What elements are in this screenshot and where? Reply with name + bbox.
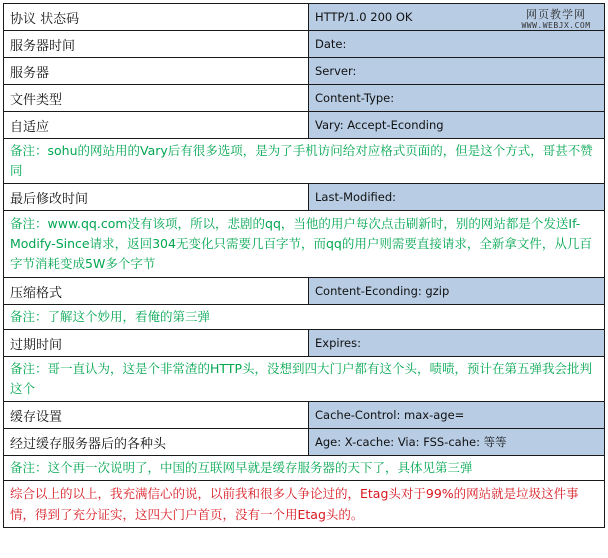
row-value-cache-settings: Cache-Control: max-age= xyxy=(309,402,605,429)
row-value-adaptive: Vary: Accept-Econding xyxy=(309,112,605,139)
table-row-note-cache xyxy=(4,456,605,481)
table-row-adaptive xyxy=(4,112,605,139)
table-row-compression xyxy=(4,278,605,305)
site-watermark xyxy=(512,9,600,31)
row-value-cache-headers: Age: X-cache: Via: FSS-cahe: 等等 xyxy=(309,429,605,456)
note-compression: 备注：了解这个妙用，看俺的第三弹 xyxy=(4,305,605,330)
row-label-adaptive: 自适应 xyxy=(4,112,309,139)
row-value-server: Server: xyxy=(309,58,605,85)
note-last-modified: 备注：www.qq.com没有该项，所以，悲剧的qq，当他的用户每次点击刷新时，别的网站都是个发送If-Modify-Since请求，返回304无变化只需要几百字节，而qq的用户则需要直接请求，全新拿文件，从几百字节消耗变成5W多个字节 xyxy=(4,211,605,278)
table-row-note-vary xyxy=(4,139,605,184)
table-row-note-compression xyxy=(4,305,605,330)
row-label-protocol: 协议 状态码 xyxy=(4,4,309,31)
row-value-last-modified: Last-Modified: xyxy=(309,184,605,211)
row-value-expires: Expires: xyxy=(309,330,605,357)
row-label-server: 服务器 xyxy=(4,58,309,85)
note-vary: 备注：sohu的网站用的Vary后有很多选项，是为了手机访问给对应格式页面的，但是这个方式，哥甚不赞同 xyxy=(4,139,605,184)
row-label-last-modified: 最后修改时间 xyxy=(4,184,309,211)
row-label-server-time: 服务器时间 xyxy=(4,31,309,58)
watermark-url: WWW.WEBJX.COM xyxy=(521,21,591,30)
row-label-file-type: 文件类型 xyxy=(4,85,309,112)
table-row-file-type xyxy=(4,85,605,112)
row-value-compression: Content-Econding: gzip xyxy=(309,278,605,305)
table-row-server-time xyxy=(4,31,605,58)
table-row-note-last-modified xyxy=(4,211,605,278)
table-row-summary xyxy=(4,481,605,528)
row-value-file-type: Content-Type: xyxy=(309,85,605,112)
summary-text: 综合以上的以上，我充满信心的说，以前我和很多人争论过的，Etag头对于99%的网站就是垃圾这件事情，得到了充分证实，这四大门户首页，没有一个用Etag头的。 xyxy=(4,481,605,528)
row-label-expires: 过期时间 xyxy=(4,330,309,357)
note-expires: 备注：哥一直认为，这是个非常渣的HTTP头，没想到四大门户都有这个头，啧啧，预计在第五弹我会批判这个 xyxy=(4,357,605,402)
row-label-cache-settings: 缓存设置 xyxy=(4,402,309,429)
table-row-note-expires xyxy=(4,357,605,402)
row-label-compression: 压缩格式 xyxy=(4,278,309,305)
table-row-cache-headers xyxy=(4,429,605,456)
note-cache: 备注：这个再一次说明了，中国的互联网早就是缓存服务器的天下了，具体见第三弹 xyxy=(4,456,605,481)
row-label-cache-headers: 经过缓存服务器后的各种头 xyxy=(4,429,309,456)
row-value-protocol: HTTP/1.0 200 OK xyxy=(309,4,605,31)
table-row-last-modified xyxy=(4,184,605,211)
http-headers-table xyxy=(3,3,605,528)
row-value-server-time: Date: xyxy=(309,31,605,58)
table-row-cache-settings xyxy=(4,402,605,429)
table-row-expires xyxy=(4,330,605,357)
watermark-site-name: 网页教学网 xyxy=(526,8,586,21)
table-row-server xyxy=(4,58,605,85)
